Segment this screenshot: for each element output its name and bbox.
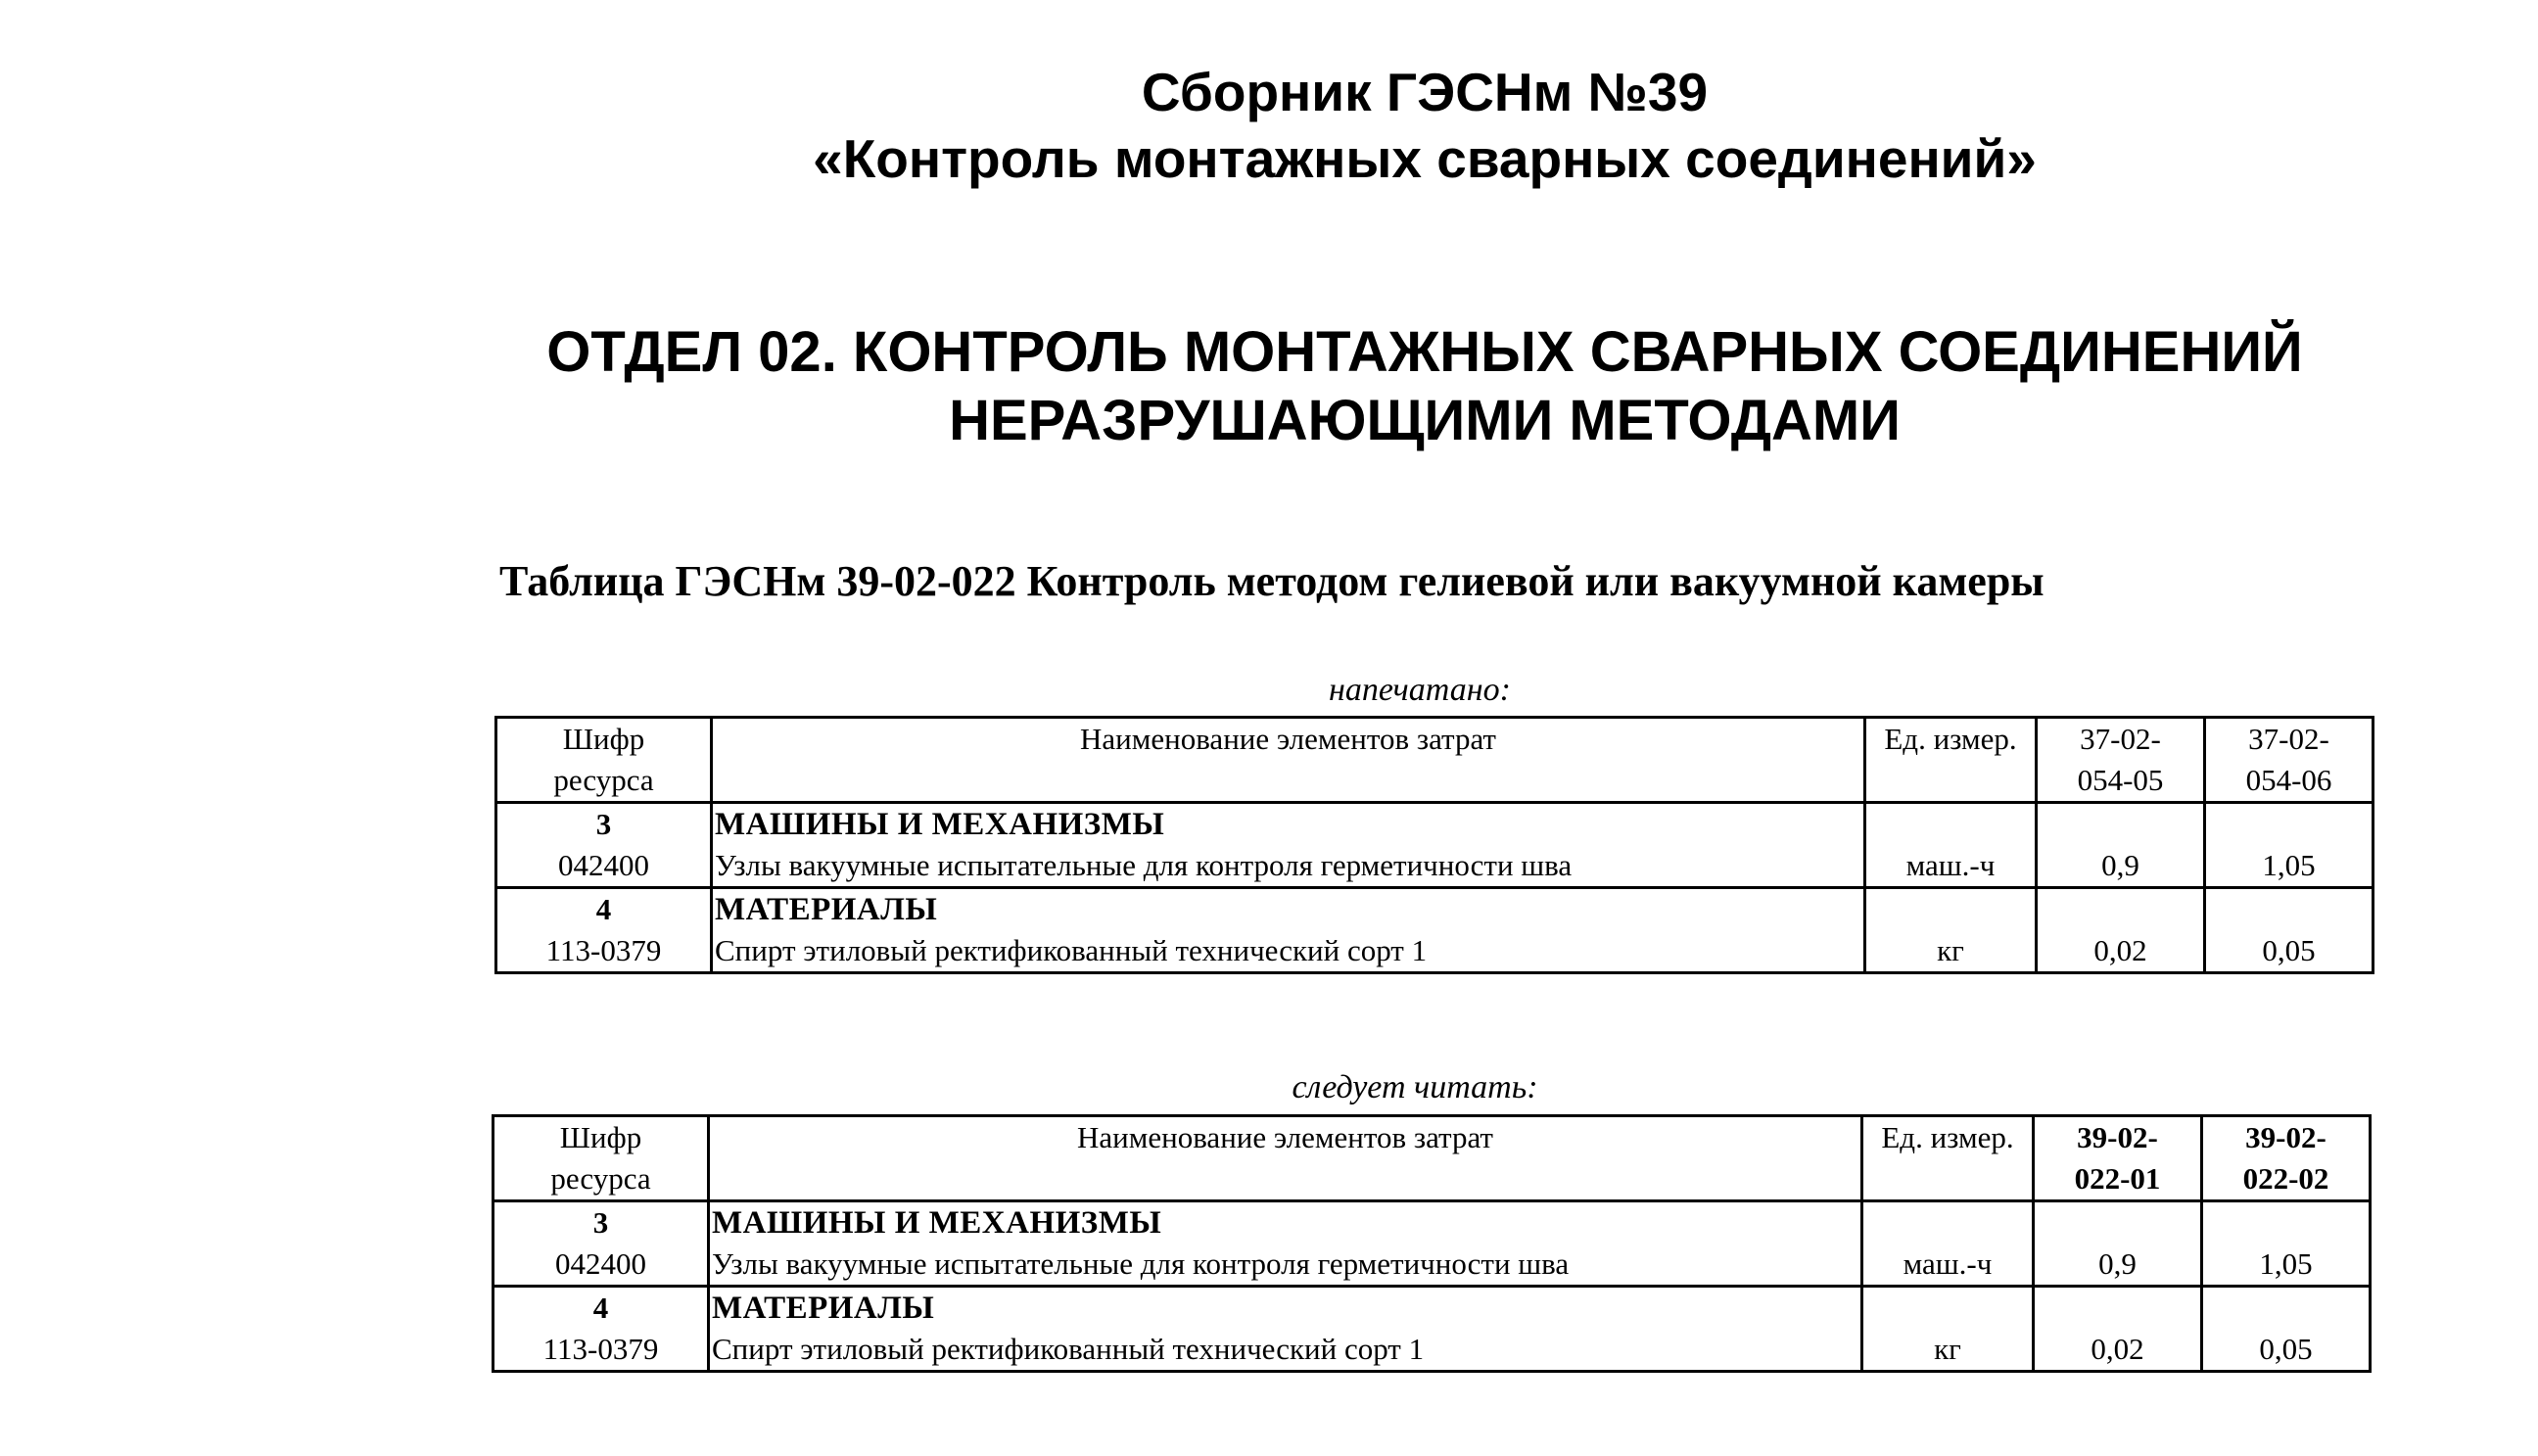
header-col2-line2: 022-02 [2242, 1161, 2329, 1196]
header-unit: Ед. измер. [1862, 1116, 2034, 1201]
name-cell [712, 888, 1865, 973]
header-code [494, 1116, 709, 1201]
resource-code: 042400 [558, 848, 649, 882]
table-row [496, 888, 2374, 973]
value-cell-1: 0,9 [2034, 1201, 2202, 1287]
group-code: 4 [592, 1291, 609, 1325]
group-name: МАШИНЫ И МЕХАНИЗМЫ [712, 1205, 1162, 1241]
header-code [496, 718, 712, 803]
header-col2 [2205, 718, 2374, 803]
group-name: МАТЕРИАЛЫ [712, 1291, 935, 1326]
resource-name: Спирт этиловый ректификованный технический сорт 1 [715, 933, 1428, 967]
resource-code: 113-0379 [542, 1332, 659, 1366]
code-cell [496, 888, 712, 973]
header-name: Наименование элементов затрат [709, 1116, 1862, 1201]
header-col1 [2037, 718, 2205, 803]
section-title-line1: ОТДЕЛ 02. КОНТРОЛЬ МОНТАЖНЫХ СВАРНЫХ СОЕДИНЕНИЙ [546, 320, 2303, 384]
header-col2-line2: 054-06 [2245, 763, 2332, 797]
group-code: 3 [595, 807, 612, 841]
table-row [494, 1287, 2371, 1372]
group-name: МАШИНЫ И МЕХАНИЗМЫ [715, 807, 1165, 842]
table-header-row [496, 718, 2374, 803]
resource-name: Спирт этиловый ректификованный технический сорт 1 [712, 1332, 1425, 1366]
code-cell [494, 1287, 709, 1372]
group-code: 4 [595, 892, 612, 926]
section-title [294, 318, 2538, 455]
printed-table [494, 716, 2374, 974]
header-code-line1: Шифр [559, 1120, 642, 1154]
caption-correct: следует читать: [1292, 1069, 1538, 1105]
table-row [494, 1201, 2371, 1287]
header-col2 [2202, 1116, 2371, 1201]
header-code-line2: ресурса [550, 1161, 651, 1196]
header-col2-line1: 37-02- [2248, 722, 2329, 756]
value-cell-2: 1,05 [2202, 1201, 2371, 1287]
collection-title [294, 59, 2538, 192]
code-cell [494, 1201, 709, 1287]
header-col1-line1: 39-02- [2077, 1120, 2158, 1154]
unit-cell: маш.-ч [1862, 1201, 2034, 1287]
header-name: Наименование элементов затрат [712, 718, 1865, 803]
unit-cell: маш.-ч [1865, 803, 2037, 888]
resource-name: Узлы вакуумные испытательные для контроля герметичности шва [715, 848, 1573, 882]
table-header-row [494, 1116, 2371, 1201]
unit-cell: кг [1862, 1287, 2034, 1372]
value-cell-1: 0,02 [2037, 888, 2205, 973]
header-col1-line1: 37-02- [2080, 722, 2161, 756]
header-code-line1: Шифр [562, 722, 645, 756]
header-col1 [2034, 1116, 2202, 1201]
resource-name: Узлы вакуумные испытательные для контроля герметичности шва [712, 1246, 1570, 1281]
header-col2-line1: 39-02- [2245, 1120, 2326, 1154]
header-unit: Ед. измер. [1865, 718, 2037, 803]
value-cell-1: 0,02 [2034, 1287, 2202, 1372]
code-cell [496, 803, 712, 888]
collection-title-line2: «Контроль монтажных сварных соединений» [813, 128, 2037, 189]
name-cell [709, 1201, 1862, 1287]
name-cell [712, 803, 1865, 888]
value-cell-2: 0,05 [2202, 1287, 2371, 1372]
unit-cell: кг [1865, 888, 2037, 973]
corrected-table [492, 1114, 2372, 1373]
group-code: 3 [592, 1205, 609, 1240]
table-row [496, 803, 2374, 888]
value-cell-1: 0,9 [2037, 803, 2205, 888]
section-title-line2: НЕРАЗРУШАЮЩИМИ МЕТОДАМИ [949, 389, 1901, 452]
header-col1-line2: 054-05 [2077, 763, 2164, 797]
caption-printed: напечатано: [1329, 672, 1511, 708]
resource-code: 042400 [555, 1246, 646, 1281]
value-cell-2: 0,05 [2205, 888, 2374, 973]
collection-title-line1: Сборник ГЭСНм №39 [1141, 62, 1709, 122]
value-cell-2: 1,05 [2205, 803, 2374, 888]
resource-code: 113-0379 [545, 933, 662, 967]
name-cell [709, 1287, 1862, 1372]
header-col1-line2: 022-01 [2074, 1161, 2161, 1196]
table-title: Таблица ГЭСНм 39-02-022 Контроль методом гелиевой или вакуумной камеры [499, 557, 2044, 605]
group-name: МАТЕРИАЛЫ [715, 892, 938, 927]
header-code-line2: ресурса [553, 763, 654, 797]
